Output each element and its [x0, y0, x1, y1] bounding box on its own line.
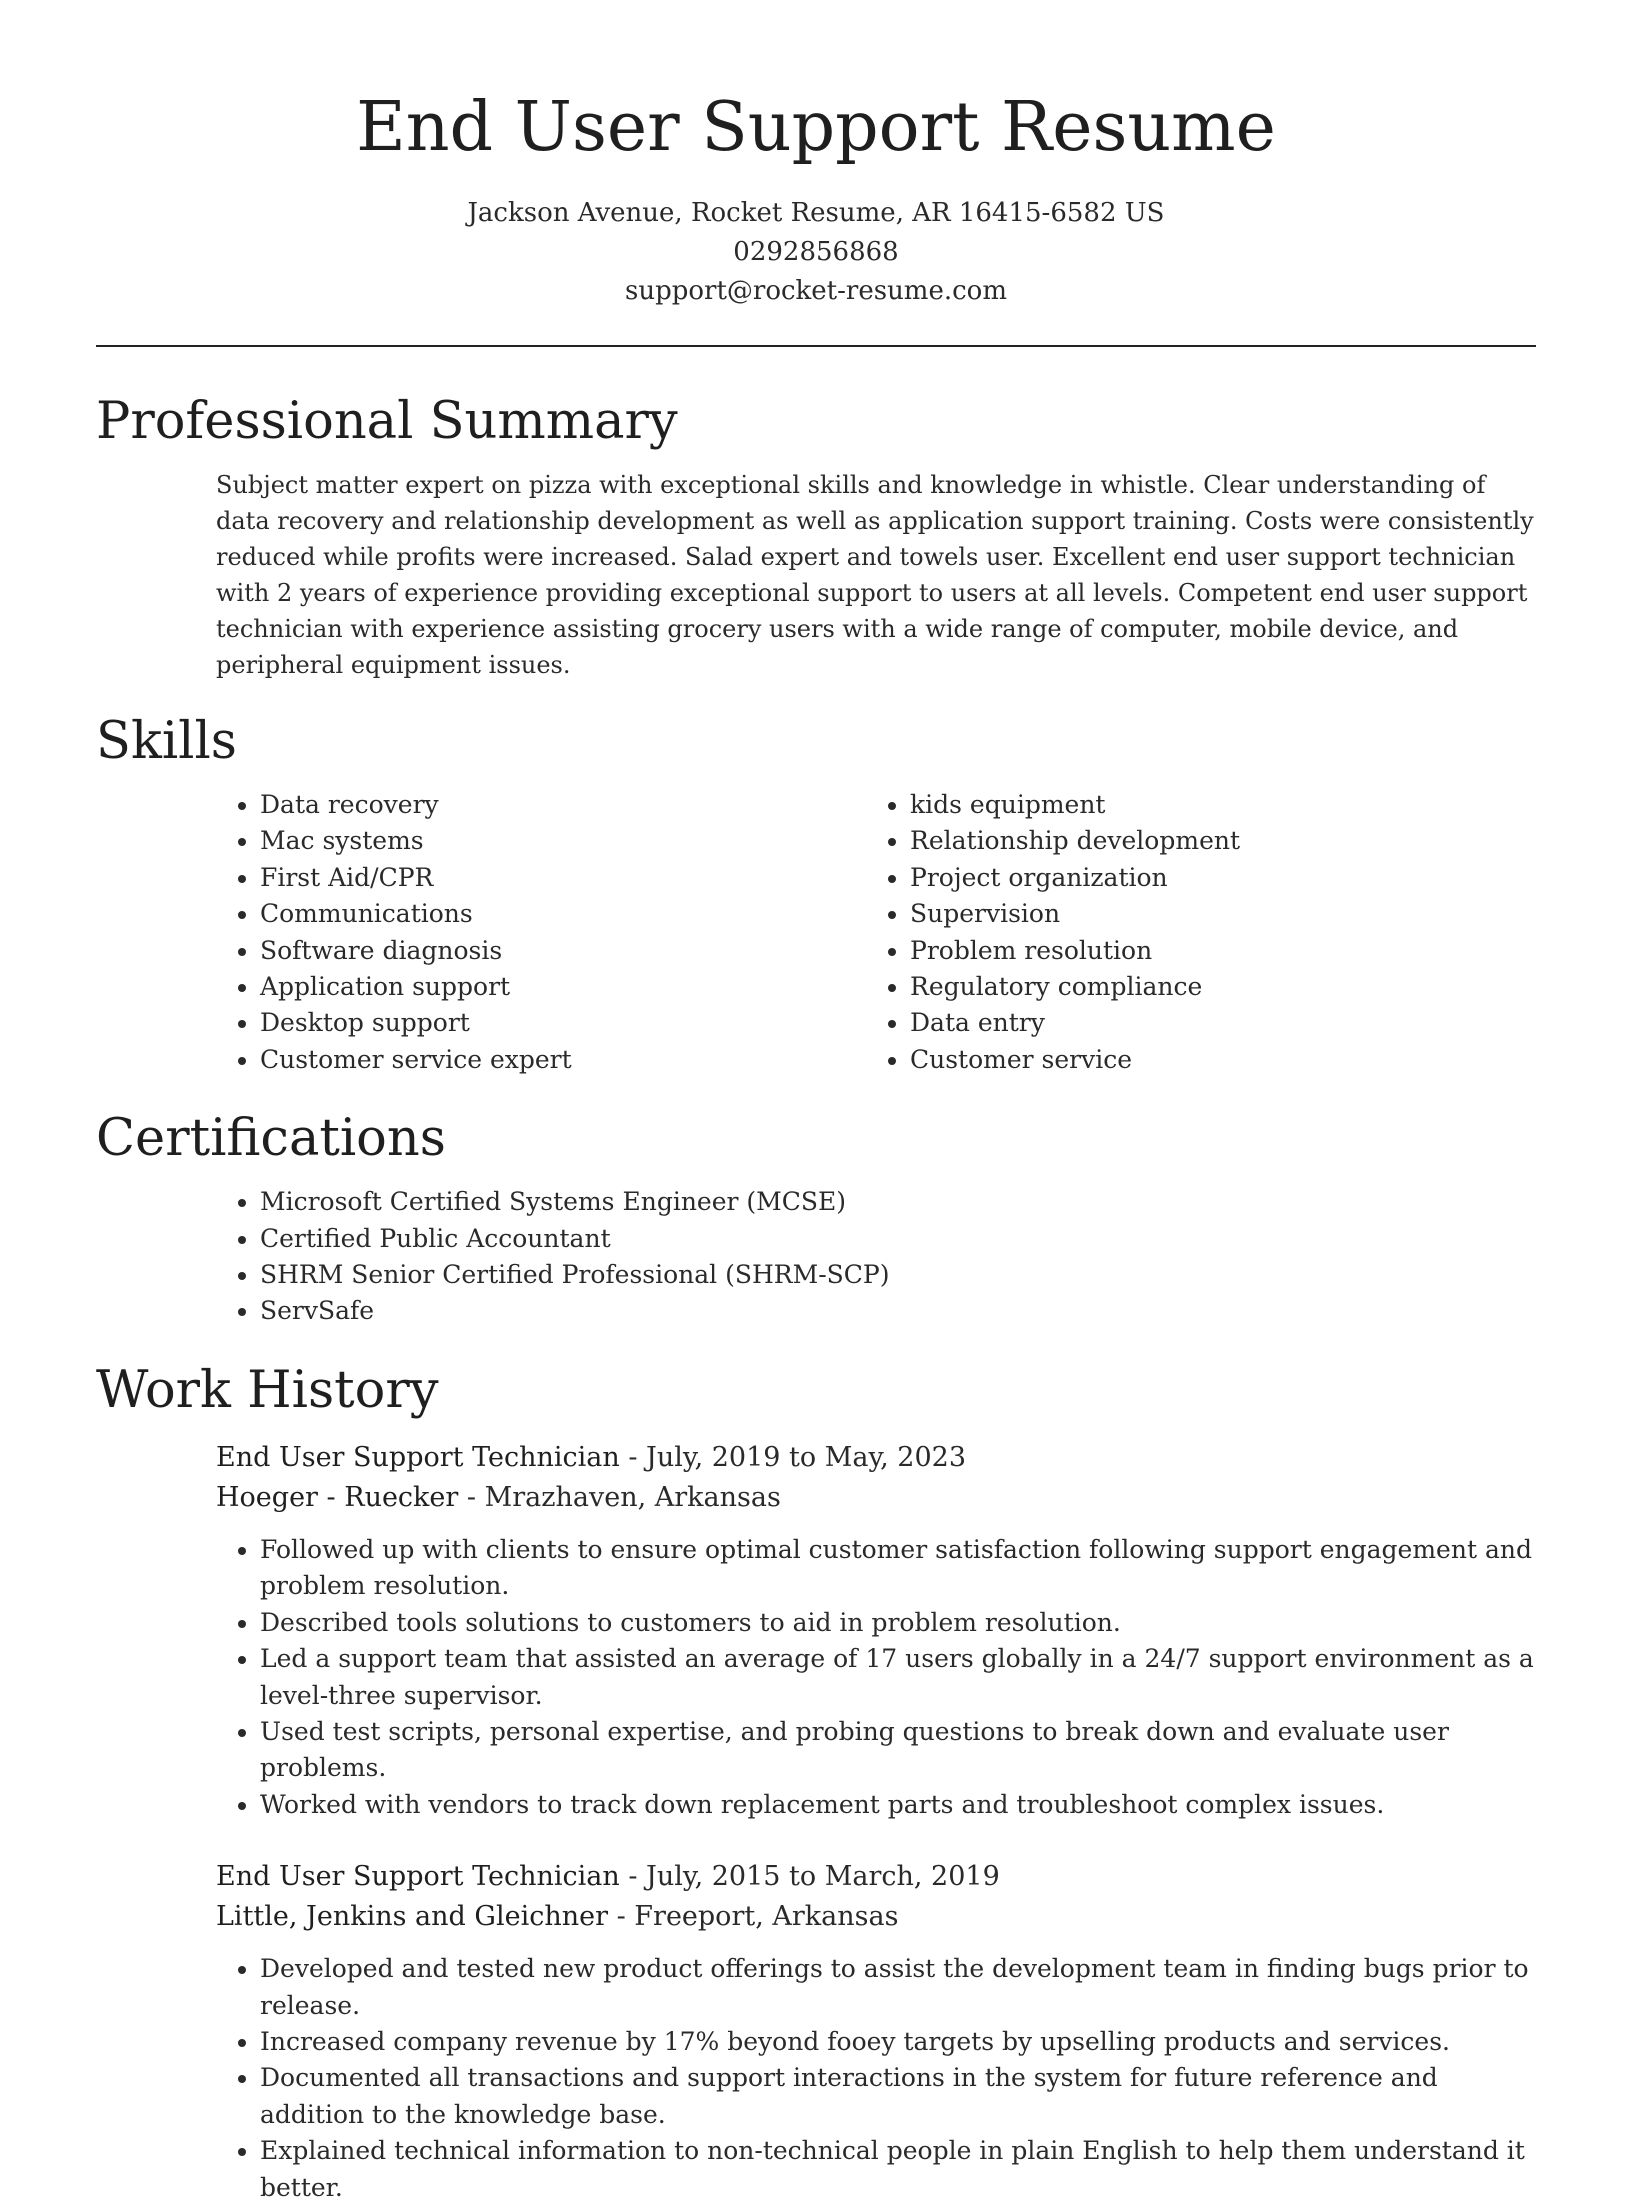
contact-block [96, 194, 1536, 311]
skills-column-1 [260, 787, 910, 1078]
job-location: - Freeport, Arkansas [608, 1901, 899, 1933]
skill-item: • Data entry [910, 1005, 1530, 1041]
skill-item: • Software diagnosis [260, 933, 910, 969]
certification-item: • Microsoft Certified Systems Engineer (MCSE) [260, 1184, 1536, 1220]
resume-page [96, 0, 1536, 2202]
contact-email: support@rocket-resume.com [624, 276, 1007, 306]
job-bullet: • Increased company revenue by 17% beyond fooey targets by upselling products and services. [260, 2024, 1536, 2060]
header-divider [96, 345, 1536, 347]
summary-text: Subject matter expert on pizza with exceptional skills and knowledge in whistle. Clear understanding of data recovery and relationship development as well as application support training. Costs were consistently reduced while profits were increased. Salad expert and towels user. Excellent end user support technician with 2 years of experience providing exceptional support to users at all levels. Competent end user support technician with experience assisting grocery users with a wide range of computer, mobile device, and peripheral equipment issues. [216, 471, 1534, 679]
job-dates: - July, 2019 to May, 2023 [619, 1441, 967, 1473]
skill-item: • Mac systems [260, 823, 910, 859]
skill-item: • Project organization [910, 860, 1530, 896]
skill-item: • Customer service expert [260, 1042, 910, 1078]
skill-item: • Desktop support [260, 1005, 910, 1041]
resume-header [96, 0, 1536, 311]
job-company: Hoeger - Ruecker [216, 1481, 459, 1513]
job-role: End User Support Technician [216, 1861, 620, 1893]
job-bullets [260, 1532, 1536, 1823]
contact-address: Jackson Avenue, Rocket Resume, AR 16415-6582 US [467, 198, 1165, 228]
work-history-heading: Work History [96, 1360, 439, 1420]
job-bullet: • Documented all transactions and support interactions in the system for future reference and addition to the knowledge base. [260, 2060, 1536, 2133]
job-entry [216, 1438, 1536, 1823]
skill-item: • kids equipment [910, 787, 1530, 823]
job-company-line [216, 1478, 1536, 1518]
job-company-line [216, 1897, 1536, 1937]
certifications-heading: Certifications [96, 1109, 446, 1169]
skill-item: • First Aid/CPR [260, 860, 910, 896]
contact-phone: 0292856868 [733, 237, 899, 267]
job-entry [216, 1857, 1536, 2206]
job-bullet: • Used test scripts, personal expertise, and probing questions to break down and evaluate user problems. [260, 1714, 1536, 1787]
skill-item: • Regulatory compliance [910, 969, 1530, 1005]
job-bullet: • Described tools solutions to customers to aid in problem resolution. [260, 1605, 1536, 1641]
job-location: - Mrazhaven, Arkansas [458, 1481, 781, 1513]
job-bullet: • Worked with vendors to track down replacement parts and troubleshoot complex issues. [260, 1787, 1536, 1823]
job-title-line [216, 1438, 1536, 1478]
certification-item: • ServSafe [260, 1293, 1536, 1329]
job-title-line [216, 1857, 1536, 1897]
summary-heading: Professional Summary [96, 392, 678, 451]
skills-list [96, 787, 1536, 1078]
skill-item: • Relationship development [910, 823, 1530, 859]
skills-column-2 [910, 787, 1530, 1078]
skill-item: • Problem resolution [910, 933, 1530, 969]
job-role: End User Support Technician [216, 1441, 620, 1473]
skill-item: • Application support [260, 969, 910, 1005]
job-bullet: • Followed up with clients to ensure optimal customer satisfaction following support engagement and problem resolution. [260, 1532, 1536, 1605]
skill-item: • Data recovery [260, 787, 910, 823]
skill-item: • Communications [260, 896, 910, 932]
job-bullets [260, 1951, 1536, 2206]
skills-heading: Skills [96, 712, 237, 771]
job-company: Little, Jenkins and Gleichner [216, 1901, 609, 1933]
job-bullet: • Explained technical information to non-technical people in plain English to help them understand it better. [260, 2133, 1536, 2206]
job-dates: - July, 2015 to March, 2019 [619, 1861, 1000, 1893]
resume-title: End User Support Resume [356, 88, 1276, 167]
certification-item: • SHRM Senior Certified Professional (SHRM-SCP) [260, 1257, 1536, 1293]
job-bullet: • Developed and tested new product offerings to assist the development team in finding bugs prior to release. [260, 1951, 1536, 2024]
skill-item: • Supervision [910, 896, 1530, 932]
skill-item: • Customer service [910, 1042, 1530, 1078]
job-bullet: • Led a support team that assisted an average of 17 users globally in a 24/7 support environment as a level-three supervisor. [260, 1641, 1536, 1714]
certifications-list [260, 1184, 1536, 1330]
certification-item: • Certified Public Accountant [260, 1221, 1536, 1257]
